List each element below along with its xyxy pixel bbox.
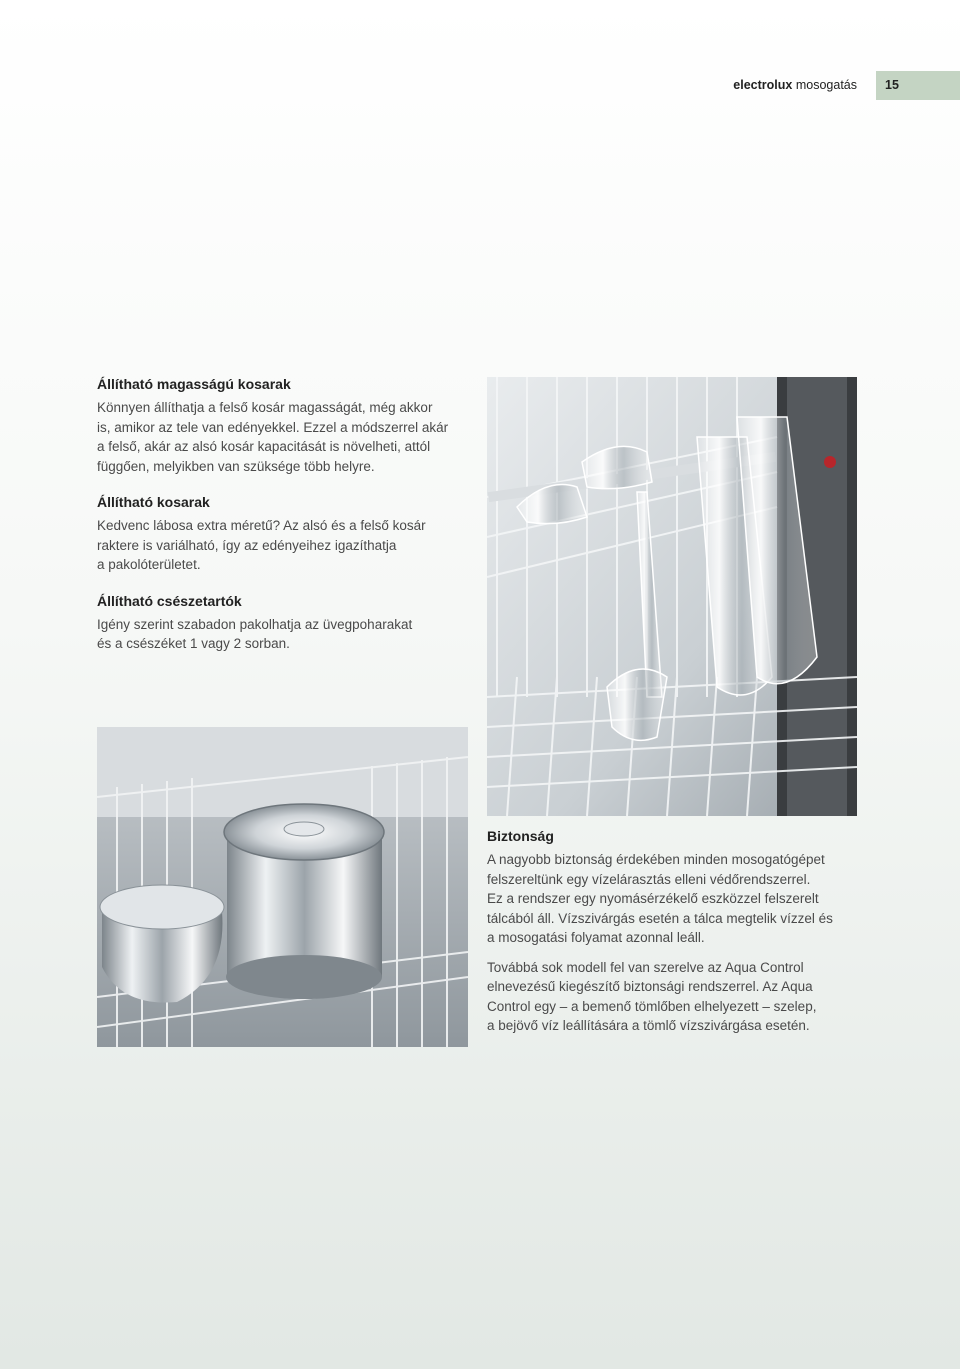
- body-line: A nagyobb biztonság érdekében minden mosogatógépet: [487, 852, 825, 867]
- pot-shape: [224, 804, 384, 999]
- body-line: Igény szerint szabadon pakolhatja az üvegpoharakat: [97, 616, 413, 632]
- safety-title: Biztonság: [487, 828, 554, 844]
- body-line: a pakolóterületet.: [97, 557, 201, 572]
- body-line: függően, melyikben van szüksége több helyre.: [97, 458, 375, 474]
- pots-rack-photo: [97, 727, 468, 1047]
- body-line: elnevezésű kiegészítő biztonsági rendszerrel. Az Aqua: [487, 979, 813, 994]
- body-line: tálcából áll. Vízszivárgás esetén a tálca megtelik vízzel és: [487, 910, 833, 926]
- section-title: Állítható kosarak: [97, 494, 210, 510]
- page-number: 15: [876, 71, 960, 100]
- section-body: [97, 516, 477, 575]
- body-line: felszereltünk egy vízelárasztás elleni védőrendszerrel.: [487, 871, 811, 887]
- safety-paragraph-2: [487, 958, 859, 1036]
- body-line: Továbbá sok modell fel van szerelve az Aqua Control: [487, 959, 804, 975]
- body-line: Könnyen állíthatja a felső kosár magasságát, még akkor: [97, 400, 433, 415]
- safety-column: [487, 826, 859, 1046]
- glasses-rack-photo: [487, 377, 857, 816]
- section-body: [97, 615, 477, 654]
- features-column: [97, 374, 477, 670]
- section-cup-holders: [97, 591, 477, 654]
- section-adjustable-baskets: [97, 492, 477, 575]
- header-topic: mosogatás: [795, 78, 857, 92]
- body-line: és a csészéket 1 vagy 2 sorban.: [97, 636, 290, 651]
- body-line: raktere is variálható, így az edényeihez igazíthatja: [97, 537, 397, 553]
- section-title: Állítható magasságú kosarak: [97, 376, 291, 392]
- safety-paragraph-1: [487, 850, 859, 948]
- body-line: is, amikor az tele van edényekkel. Ezzel a módszerrel akár: [97, 419, 449, 435]
- body-line: Kedvenc lábosa extra méretű? Az alsó és a felső kosár: [97, 518, 426, 533]
- body-line: Control egy – a bemenő tömlőben elhelyezett – szelep,: [487, 998, 817, 1014]
- body-line: a mosogatási folyamat azonnal leáll.: [487, 930, 705, 945]
- header-brand: [733, 78, 857, 92]
- body-line: a felső, akár az alsó kosár kapacitását is növelheti, attól: [97, 439, 431, 454]
- brand-name: electrolux: [733, 78, 793, 92]
- section-body: [97, 398, 477, 476]
- body-line: Ez a rendszer egy nyomásérzékelő eszközzel felszerelt: [487, 891, 819, 906]
- section-adjustable-height: [97, 374, 477, 476]
- body-line: a bejövő víz leállítására a tömlő vízszivárgása esetén.: [487, 1018, 810, 1033]
- section-title: Állítható csészetartók: [97, 592, 242, 609]
